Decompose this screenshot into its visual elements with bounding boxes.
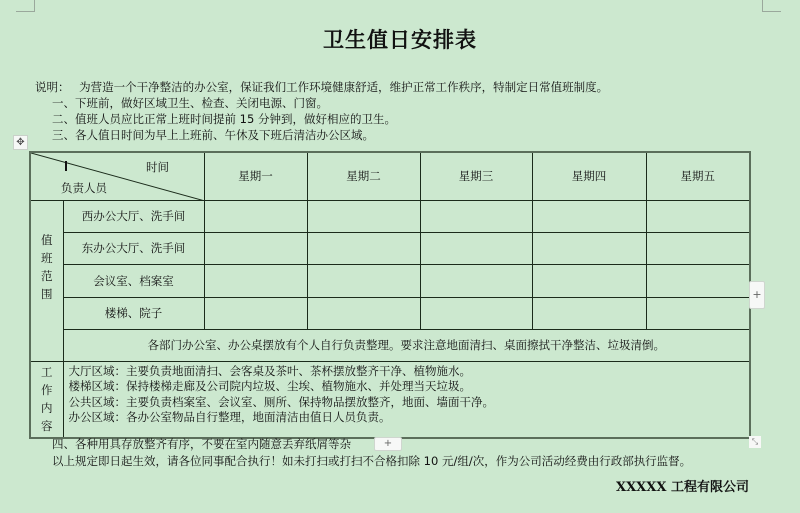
schedule-cell[interactable]	[646, 297, 750, 329]
day-header-monday[interactable]: 星期一	[204, 152, 307, 200]
label-char: 值	[41, 232, 53, 247]
duty-row	[30, 232, 750, 264]
work-item: 办公区域：各办公室物品自行整理，地面清洁由值日人员负责。	[68, 410, 391, 424]
label-char: 工	[41, 365, 53, 380]
schedule-cell[interactable]	[646, 200, 750, 232]
schedule-cell[interactable]	[532, 232, 646, 264]
table-resize-handle-icon[interactable]: ⤡	[749, 436, 761, 448]
work-item: 公共区域：主要负责档案室、会议室、厕所、保持物品摆放整齐，地面、墙面干净。	[68, 394, 494, 409]
page-margin-corner-top-left	[16, 0, 35, 12]
rule-1: 一、下班前，做好区域卫生、检查、关闭电源、门窗。	[52, 96, 328, 110]
intro-line	[35, 80, 608, 95]
header-row	[30, 152, 750, 200]
schedule-cell[interactable]	[646, 232, 750, 264]
schedule-cell[interactable]	[420, 232, 532, 264]
duty-row	[30, 297, 750, 329]
duty-schedule-table	[29, 151, 751, 439]
duty-scope-label[interactable]	[30, 200, 63, 361]
schedule-cell[interactable]	[307, 297, 420, 329]
area-cell[interactable]: 楼梯、院子	[63, 297, 204, 329]
duty-row	[30, 264, 750, 297]
work-item: 楼梯区域：保持楼梯走廊及公司院内垃圾、尘埃、植物施水、并处理当天垃圾。	[68, 379, 471, 393]
area-cell[interactable]: 西办公大厅、洗手间	[63, 200, 204, 232]
schedule-cell[interactable]	[420, 264, 532, 297]
rule-4: 四、各种用具存放整齐有序，不要在室内随意丢弃纸屑等杂	[52, 437, 351, 451]
schedule-cell[interactable]	[204, 200, 307, 232]
schedule-cell[interactable]	[204, 232, 307, 264]
schedule-cell[interactable]	[307, 200, 420, 232]
company-name: XXXXX 工程有限公司	[616, 480, 749, 495]
diagonal-line	[31, 153, 205, 201]
label-char: 班	[41, 250, 53, 265]
label-char: 作	[41, 383, 53, 398]
add-column-button[interactable]: +	[749, 281, 765, 309]
work-content-label[interactable]	[30, 361, 63, 438]
day-header-friday[interactable]: 星期五	[646, 152, 750, 200]
schedule-cell[interactable]	[204, 264, 307, 297]
day-header-thursday[interactable]: 星期四	[532, 152, 646, 200]
label-char: 内	[41, 401, 53, 416]
schedule-cell[interactable]	[307, 264, 420, 297]
effective-statement: 以上规定即日起生效，请各位同事配合执行！如未打扫或打扫不合格扣除 10 元/组/次，作为公司活动经费由行政部执行监督。	[52, 454, 692, 468]
intro-text: 为营造一个干净整洁的办公室，保证我们工作环境健康舒适，维护正常工作秩序，特制定日常值班制度。	[79, 80, 609, 94]
schedule-cell[interactable]	[532, 264, 646, 297]
add-row-button[interactable]: +	[374, 437, 402, 451]
day-header-wednesday[interactable]: 星期三	[420, 152, 532, 200]
document-title: 卫生值日安排表	[323, 28, 477, 52]
day-header-tuesday[interactable]: 星期二	[307, 152, 420, 200]
work-content-row	[30, 361, 750, 438]
schedule-cell[interactable]	[532, 297, 646, 329]
area-cell[interactable]: 东办公大厅、洗手间	[63, 232, 204, 264]
schedule-cell[interactable]	[532, 200, 646, 232]
intro-label: 说明：	[35, 80, 70, 94]
work-content-cell[interactable]	[63, 361, 750, 438]
rule-2: 二、值班人员应比正常上班时间提前 15 分钟到，做好相应的卫生。	[52, 112, 396, 126]
area-cell[interactable]: 会议室、档案室	[63, 264, 204, 297]
schedule-cell[interactable]	[420, 297, 532, 329]
duty-note-row	[30, 329, 750, 361]
rule-3: 三、各人值日时间为早上上班前、午休及下班后清洁办公区域。	[52, 128, 374, 142]
schedule-cell[interactable]	[420, 200, 532, 232]
label-char: 围	[41, 286, 53, 301]
text-cursor	[65, 161, 67, 171]
diagonal-header-cell[interactable]	[30, 152, 204, 200]
schedule-cell[interactable]	[204, 297, 307, 329]
work-item: 大厅区域：主要负责地面清扫、会客桌及茶叶、茶杯摆放整齐干净、植物施水。	[68, 363, 471, 378]
duty-row	[30, 200, 750, 232]
schedule-cell[interactable]	[307, 232, 420, 264]
page-margin-corner-top-right	[762, 0, 781, 12]
schedule-cell[interactable]	[646, 264, 750, 297]
header-time-label: 时间	[146, 160, 169, 174]
label-char: 范	[41, 268, 53, 283]
table-move-handle-icon[interactable]: ✥	[13, 135, 28, 150]
header-person-label: 负责人员	[61, 181, 107, 195]
label-char: 容	[41, 419, 53, 434]
duty-note-cell[interactable]: 各部门办公室、办公桌摆放有个人自行负责整理。要求注意地面清扫、桌面擦拭干净整洁、垃圾清倒。	[63, 329, 750, 361]
